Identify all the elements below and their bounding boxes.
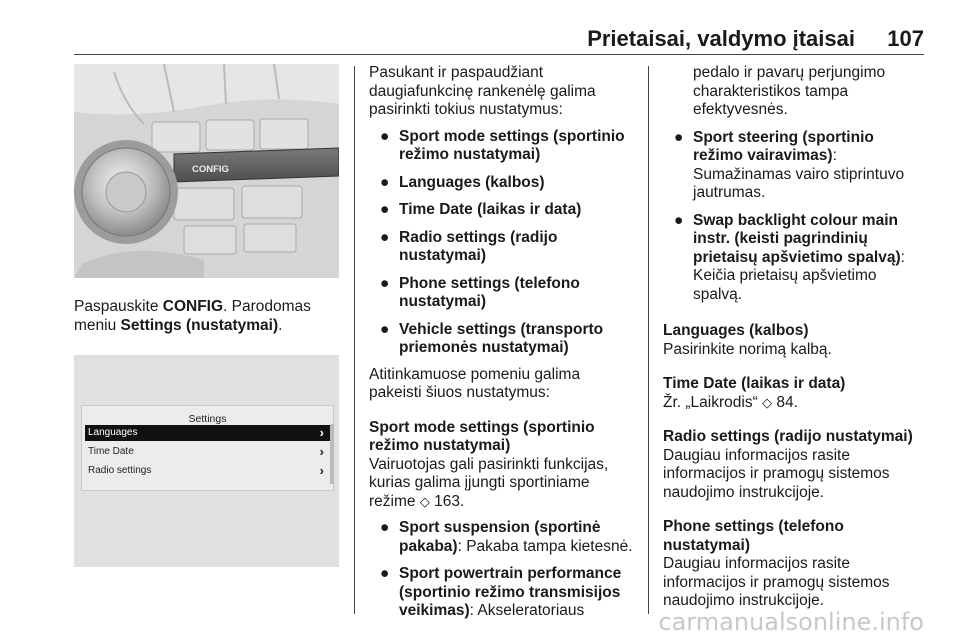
list-item-text: Languages (kalbos): [399, 173, 545, 191]
section-heading: Languages (kalbos): [663, 322, 809, 339]
list-item: ● Vehicle settings (transporto priemonės nustatymai): [380, 320, 604, 356]
intro-text: .: [278, 316, 283, 334]
chevron-right-icon: ›: [319, 444, 324, 459]
list-item-text: Phone settings (telefono nustatymai): [399, 274, 580, 310]
console-illustration: [74, 64, 339, 278]
section-heading: Phone settings (telefono nustatymai): [663, 518, 844, 554]
page-number: 107: [887, 26, 924, 51]
column-divider: [354, 66, 355, 614]
intro-config-term: CONFIG: [162, 298, 224, 315]
list-item-text: : Akseleratoriaus: [469, 602, 585, 619]
page-ref: 84.: [776, 393, 798, 411]
section-heading: Radio settings (radijo nustatymai): [663, 428, 913, 445]
list-item-text: Vehicle settings (transporto priemonės nustatymai): [399, 320, 604, 356]
page-ref-icon: ◇: [762, 394, 773, 410]
chevron-right-icon: ›: [319, 425, 324, 440]
paragraph: Pasukant ir paspaudžiant daugiafunkcinę rankenėlę galima pasirinkti tokius nustatymus:: [369, 64, 596, 118]
list-item-text: Sport mode settings (sportinio režimo nustatymai): [399, 127, 625, 163]
list-item: ● Sport steering (sportinio režimo vairavimas): Sumažinamas vairo stiprintuvo jautrumas.: [674, 128, 905, 201]
column-3: [663, 64, 928, 627]
paragraph: Daugiau informacijos rasite informacijos ir pramogų sistemos naudojimo instrukcijoje.: [663, 446, 890, 501]
screen-scrollbar: [330, 424, 334, 484]
screen-title: Settings: [188, 413, 227, 425]
screen-row: [85, 463, 330, 479]
watermark: carmanualsonline.info: [658, 608, 924, 636]
column-divider: [648, 66, 649, 614]
paragraph-text: Žr. „Laikrodis“: [663, 393, 758, 411]
list-item-term: Swap backlight colour main instr. (keisti pagrindinių prietaisų apšvietimo spalvą): [693, 211, 901, 266]
list-item-text: : Keičia prietaisų apšvietimo spalvą.: [693, 248, 905, 303]
list-item-continuation: [663, 64, 928, 120]
list-item-term: Sport suspension (sportinė pakaba): [399, 519, 601, 555]
paragraph: [663, 394, 928, 413]
list-item: ● Phone settings (telefono nustatymai): [380, 274, 580, 310]
list-item: ● Languages (kalbos): [380, 173, 545, 191]
page-ref: 163.: [434, 492, 465, 510]
screen-row-label: Radio settings: [88, 465, 152, 476]
screen-row: [85, 444, 330, 460]
intro-settings-term: Settings (nustatymai): [120, 316, 279, 334]
intro-text: Paspauskite: [74, 298, 163, 315]
paragraph: [369, 456, 635, 512]
list-item: ● Sport mode settings (sportinio režimo nustatymai): [380, 127, 625, 163]
screen-row-label: Time Date: [88, 446, 134, 457]
list-item: ● Sport suspension (sportinė pakaba): Pakaba tampa kietesnė.: [380, 519, 633, 555]
config-button-label: CONFIG: [192, 164, 229, 175]
chevron-right-icon: ›: [319, 463, 324, 478]
screen-row-label: Languages: [88, 427, 138, 438]
intro-text: . Parodomas meniu: [74, 298, 311, 334]
list-item-text: : Pakaba tampa kietesnė.: [457, 537, 633, 555]
section-heading: Sport mode settings (sportinio režimo nustatymai): [369, 418, 595, 454]
paragraph: Pasirinkite norimą kalbą.: [663, 340, 832, 358]
page-title: Prietaisai, valdymo įtaisai: [587, 26, 855, 51]
list-item-text: : Sumažinamas vairo stiprintuvo jautrumas.: [693, 147, 905, 201]
page-ref-icon: ◇: [419, 493, 430, 509]
settings-screen: [81, 405, 334, 491]
list-item: ● Swap backlight colour main instr. (keisti pagrindinių prietaisų apšvietimo spalvą): Keičia prietaisų apšvietimo spalvą.: [674, 211, 905, 303]
list-item: ● Sport powertrain performance (sportinio režimo transmisijos veikimas): Akseleratoriaus: [380, 565, 622, 619]
intro-paragraph: [74, 298, 339, 335]
settings-screen-figure: [74, 355, 339, 567]
column-2: [369, 64, 635, 630]
console-photo: [74, 64, 339, 278]
list-item-term: Sport powertrain performance (sportinio režimo transmisijos veikimas): [399, 565, 622, 619]
column-1: [74, 64, 339, 567]
list-item-text: Radio settings (radijo nustatymai): [399, 228, 558, 264]
list-item-term: Sport steering (sportinio režimo vairavimas): [693, 128, 874, 164]
list-item: ● Time Date (laikas ir data): [380, 201, 582, 218]
list-item-text: Time Date (laikas ir data): [399, 201, 582, 218]
list-item-text: pedalo ir pavarų perjungimo charakteristikos tampa efektyvesnės.: [693, 64, 886, 118]
screen-row: [85, 425, 330, 441]
header-rule: [74, 54, 924, 55]
page-header: [0, 0, 960, 50]
section-heading: Time Date (laikas ir data): [663, 375, 846, 392]
paragraph-text: Vairuotojas gali pasirinkti funkcijas, kurias galima įjungti sportiniame režime: [369, 455, 609, 510]
paragraph: Daugiau informacijos rasite informacijos ir pramogų sistemos naudojimo instrukcijoje.: [663, 555, 890, 609]
paragraph: Atitinkamuose pomeniu galima pakeisti šiuos nustatymus:: [369, 365, 581, 401]
list-item: ● Radio settings (radijo nustatymai): [380, 228, 558, 264]
